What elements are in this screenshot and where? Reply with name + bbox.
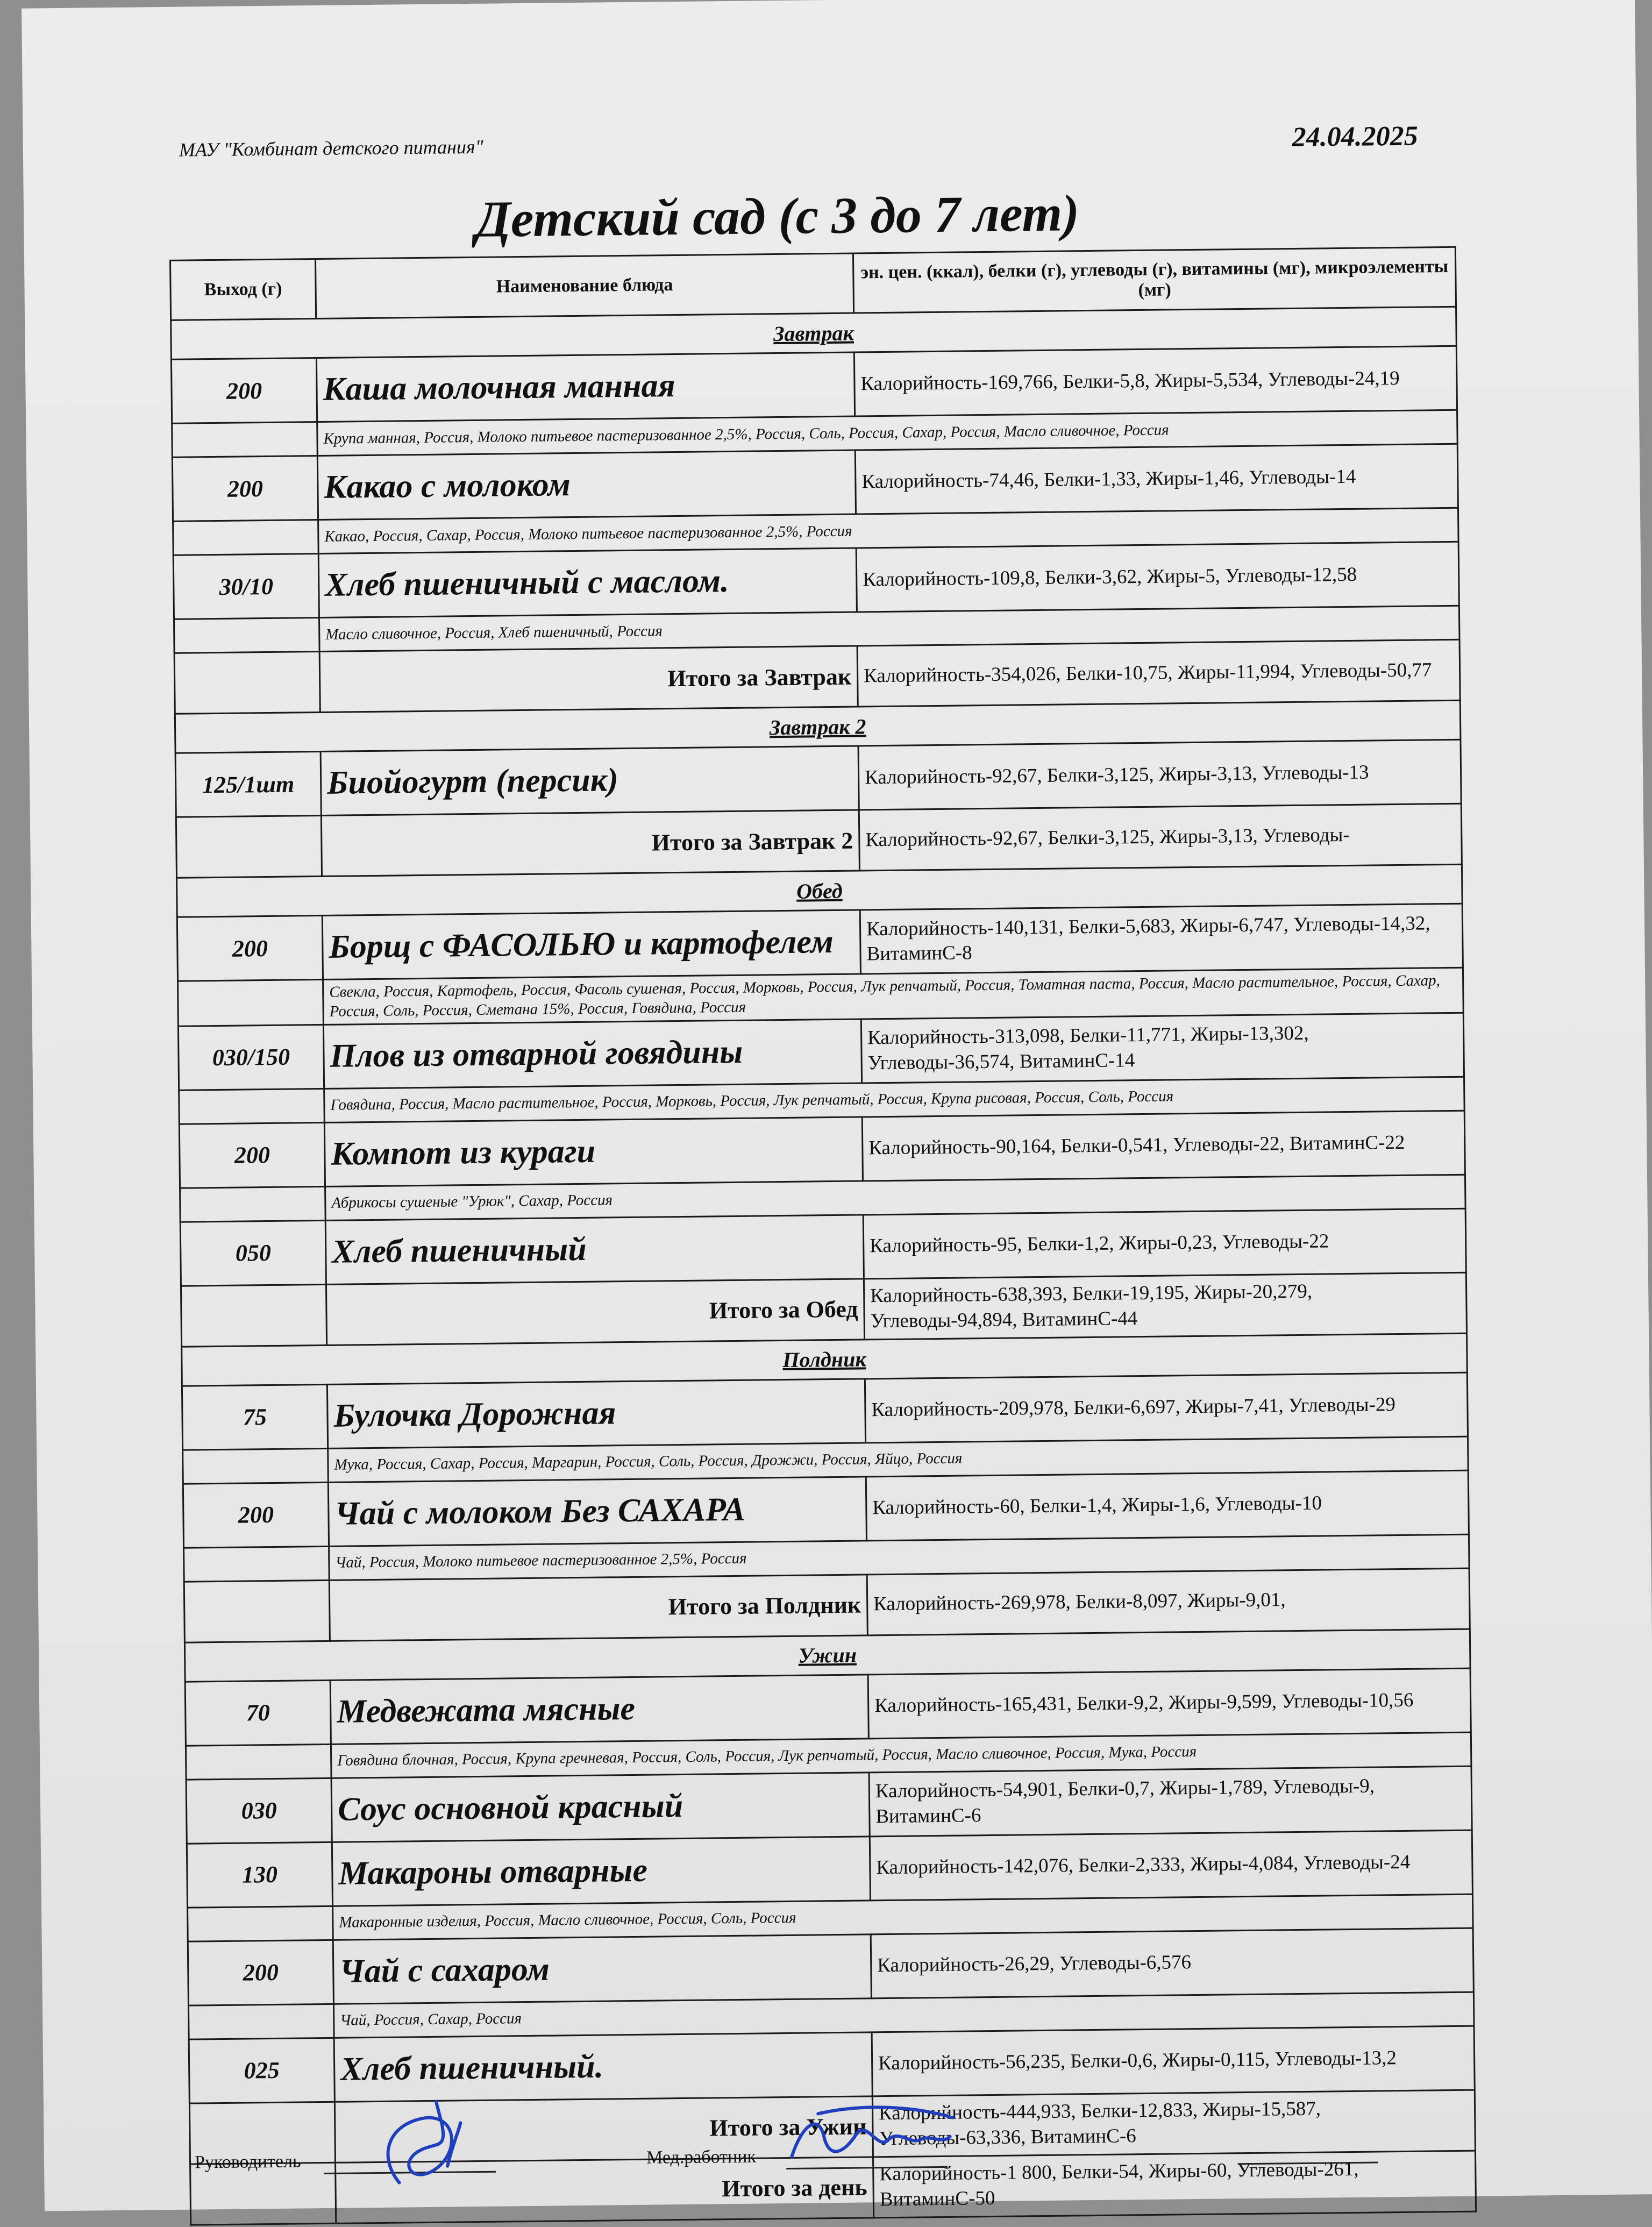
dish-name: Биойогурт (персик) xyxy=(321,746,859,815)
dish-output: 030 xyxy=(186,1778,332,1844)
meal-total-nutrition: Калорийность-444,933, Белки-12,833, Жиры-15,587, Углеводы-63,336, ВитаминС-6 xyxy=(872,2090,1475,2157)
dish-ingredients: Мука, Россия, Сахар, Россия, Маргарин, Россия, Соль, Россия, Дрожжи, Россия, Яйцо, Россия xyxy=(328,1436,1469,1482)
menu-sheet xyxy=(22,0,1652,2211)
dish-output: 200 xyxy=(183,1482,329,1548)
ingredients-spacer xyxy=(172,422,318,457)
dish-ingredients: Макаронные изделия, Россия, Масло сливочное, Россия, Соль, Россия xyxy=(333,1894,1473,1940)
ingredients-spacer xyxy=(173,520,319,555)
dish-name: Плов из отварной говядины xyxy=(323,1019,861,1088)
dish-name: Макароны отварные xyxy=(332,1836,870,1905)
meal-title: Полдник xyxy=(182,1333,1468,1386)
meal-total-label: Итого за Обед xyxy=(326,1278,864,1344)
meal-total-nutrition: Калорийность-269,978, Белки-8,097, Жиры-9,01, xyxy=(867,1568,1470,1635)
ingredients-spacer xyxy=(183,1448,329,1484)
dish-ingredients: Масло сливочное, Россия, Хлеб пшеничный, Россия xyxy=(319,606,1459,651)
meal-total-label: Итого за Ужин xyxy=(334,2096,873,2162)
dish-nutrition: Калорийность-54,901, Белки-0,7, Жиры-1,789, Углеводы-9, ВитаминС-6 xyxy=(869,1766,1472,1837)
ingredients-spacer xyxy=(174,617,319,653)
ingredients-spacer xyxy=(179,1088,325,1124)
dish-name: Компот из кураги xyxy=(324,1116,863,1186)
dish-name: Хлеб пшеничный с маслом. xyxy=(318,548,857,617)
dish-ingredients: Говядина, Россия, Масло растительное, Россия, Морковь, Россия, Лук репчатый, Россия, Крупа рисовая, Россия, Соль, Россия xyxy=(324,1077,1465,1122)
column-header-output: Выход (г) xyxy=(170,259,316,321)
head-signature-image xyxy=(366,2090,475,2199)
dish-output: 200 xyxy=(179,1122,325,1188)
total-spacer xyxy=(181,1284,326,1347)
dish-nutrition: Калорийность-169,766, Белки-5,8, Жиры-5,534, Углеводы-24,19 xyxy=(854,346,1457,416)
dish-name: Хлеб пшеничный xyxy=(325,1214,864,1284)
dish-ingredients: Чай, Россия, Сахар, Россия xyxy=(333,1992,1474,2038)
dish-output: 130 xyxy=(187,1842,332,1908)
med-label: Мед.работник xyxy=(646,2146,757,2168)
head-label: Руководитель xyxy=(194,2151,301,2173)
dish-output: 125/1шт xyxy=(175,751,321,817)
dish-name: Борщ с ФАСОЛЬЮ и картофелем xyxy=(322,910,860,979)
dish-nutrition: Калорийность-26,29, Углеводы-6,576 xyxy=(871,1928,1473,1998)
dish-name: Булочка Дорожная xyxy=(327,1378,865,1448)
dish-output: 200 xyxy=(188,1940,333,2005)
dish-name: Каша молочная манная xyxy=(316,352,855,422)
total-spacer xyxy=(176,815,322,878)
dish-nutrition: Калорийность-165,431, Белки-9,2, Жиры-9,599, Углеводы-10,56 xyxy=(868,1668,1471,1739)
dish-nutrition: Калорийность-140,131, Белки-5,683, Жиры-6,747, Углеводы-14,32, ВитаминС-8 xyxy=(860,903,1463,974)
dish-output: 30/10 xyxy=(173,553,319,619)
dish-output: 70 xyxy=(185,1680,331,1746)
dish-output: 200 xyxy=(172,456,318,521)
dish-output: 200 xyxy=(177,915,323,981)
day-total-nutrition: Калорийность-1 800, Белки-54, Жиры-60, Углеводы-261, ВитаминС-50 xyxy=(873,2151,1476,2218)
organization-name: МАУ "Комбинат детского питания" xyxy=(179,136,483,161)
day-total-label: Итого за день xyxy=(336,2157,874,2223)
total-spacer xyxy=(174,651,320,714)
dish-nutrition: Калорийность-209,978, Белки-6,697, Жиры-7,41, Углеводы-29 xyxy=(865,1372,1468,1443)
dish-name: Какао с молоком xyxy=(317,450,856,520)
dish-output: 050 xyxy=(180,1220,326,1286)
dish-nutrition: Калорийность-142,076, Белки-2,333, Жиры-4,084, Углеводы-24 xyxy=(870,1830,1472,1901)
dish-output: 200 xyxy=(171,358,317,424)
column-header-nutrition: эн. цен. (ккал), белки (г), углеводы (г), витамины (мг), микроэлементы (мг) xyxy=(853,247,1456,313)
dish-ingredients: Абрикосы сушеные "Урюк", Сахар, Россия xyxy=(325,1175,1466,1220)
ingredients-spacer xyxy=(178,979,324,1026)
meal-title: Ужин xyxy=(184,1629,1470,1682)
ingredients-spacer xyxy=(188,2004,334,2039)
meal-title: Завтрак 2 xyxy=(175,700,1461,753)
dish-output: 030/150 xyxy=(178,1024,324,1090)
dish-ingredients: Крупа манная, Россия, Молоко питьевое пастеризованное 2,5%, Россия, Соль, Россия, Сахар, Россия, Масло сливочное, Россия xyxy=(317,410,1458,456)
dish-name: Чай с молоком Без САХАРА xyxy=(328,1476,866,1546)
dish-output: 025 xyxy=(189,2038,334,2103)
med-signature-image xyxy=(786,2091,959,2173)
meal-total-label: Итого за Завтрак xyxy=(319,646,858,712)
menu-date: 24.04.2025 xyxy=(1292,120,1419,153)
dish-nutrition: Калорийность-95, Белки-1,2, Жиры-0,23, Углеводы-22 xyxy=(863,1208,1466,1279)
dish-ingredients: Чай, Россия, Молоко питьевое пастеризованное 2,5%, Россия xyxy=(329,1534,1470,1580)
page-title: Детский сад (с 3 до 7 лет) xyxy=(475,184,1080,248)
dish-name: Медвежата мясные xyxy=(330,1674,868,1744)
dish-name: Хлеб пшеничный. xyxy=(334,2032,872,2101)
meal-total-nutrition: Калорийность-638,393, Белки-19,195, Жиры-20,279, Углеводы-94,894, ВитаминС-44 xyxy=(864,1272,1466,1340)
meal-title: Завтрак xyxy=(171,307,1457,359)
meal-total-label: Итого за Полдник xyxy=(329,1574,867,1640)
column-header-name: Наименование блюда xyxy=(315,253,853,318)
meal-total-nutrition: Калорийность-92,67, Белки-3,125, Жиры-3,13, Углеводы- xyxy=(859,803,1462,871)
menu-body xyxy=(171,307,1476,2224)
dish-name: Чай с сахаром xyxy=(333,1934,871,2003)
meal-total-label: Итого за Завтрак 2 xyxy=(321,810,859,876)
meal-total-nutrition: Калорийность-354,026, Белки-10,75, Жиры-11,994, Углеводы-50,77 xyxy=(857,639,1460,707)
dish-nutrition: Калорийность-60, Белки-1,4, Жиры-1,6, Углеводы-10 xyxy=(866,1470,1469,1541)
dish-nutrition: Калорийность-90,164, Белки-0,541, Углеводы-22, ВитаминС-22 xyxy=(862,1111,1465,1181)
dish-nutrition: Калорийность-92,67, Белки-3,125, Жиры-3,13, Углеводы-13 xyxy=(858,739,1461,810)
dish-nutrition: Калорийность-109,8, Белки-3,62, Жиры-5, Углеводы-12,58 xyxy=(856,542,1459,612)
dish-nutrition: Калорийность-74,46, Белки-1,33, Жиры-1,46, Углеводы-14 xyxy=(855,444,1458,514)
ingredients-spacer xyxy=(186,1744,331,1780)
dish-output: 75 xyxy=(182,1384,327,1450)
dish-name: Соус основной красный xyxy=(331,1772,870,1841)
ingredients-spacer xyxy=(184,1546,330,1582)
dish-nutrition: Калорийность-313,098, Белки-11,771, Жиры-13,302, Углеводы-36,574, ВитаминС-14 xyxy=(861,1013,1464,1083)
dish-nutrition: Калорийность-56,235, Белки-0,6, Жиры-0,115, Углеводы-13,2 xyxy=(872,2026,1475,2096)
ingredients-spacer xyxy=(188,1906,333,1941)
dish-ingredients: Говядина блочная, Россия, Крупа гречневая, Россия, Соль, Россия, Лук репчатый, Россия, Масло сливочное, Россия, Мука, Россия xyxy=(331,1732,1471,1778)
dish-ingredients: Какао, Россия, Сахар, Россия, Молоко питьевое пастеризованное 2,5%, Россия xyxy=(318,508,1459,553)
dish-ingredients: Свекла, Россия, Картофель, Россия, Фасоль сушеная, Россия, Морковь, Россия, Лук репчатый, Россия, Томатная паста, Россия, Масло растительное, Россия, Сахар, Россия, Соль, Россия, Сметана 15%, Россия, Говядина, Россия xyxy=(323,967,1464,1024)
total-spacer xyxy=(184,1580,330,1642)
menu-table xyxy=(169,246,1477,2225)
ingredients-spacer xyxy=(180,1186,326,1222)
meal-title: Обед xyxy=(177,864,1463,917)
